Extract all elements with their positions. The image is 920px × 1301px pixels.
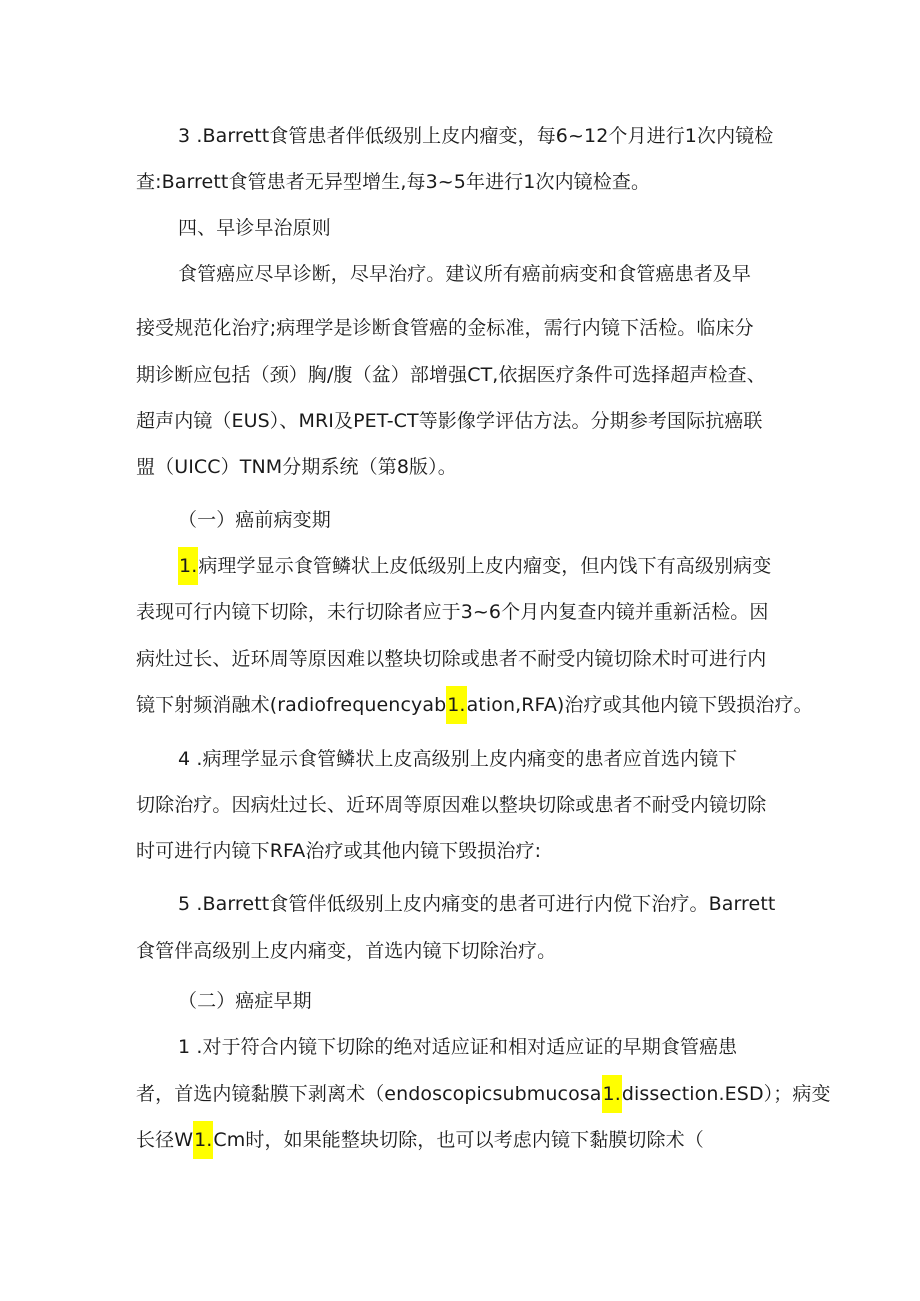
paragraph-early-1-line-2 bbox=[136, 1081, 831, 1107]
paragraph-3-line-1: 3 .Barrett食管患者伴低级别上皮内瘤变，每6~12个月进行1次内镜检 bbox=[178, 125, 774, 147]
paragraph-early-1-line-3 bbox=[136, 1127, 795, 1153]
paragraph-text: 镜下射频消融术(radiofrequencyab bbox=[136, 694, 447, 716]
paragraph-principle-line-1: 食管癌应尽早诊断，尽早治疗。建议所有癌前病变和食管癌患者及早 bbox=[178, 263, 752, 285]
paragraph-precancer-1-line-3: 病灶过长、近环周等原因难以整块切除或患者不耐受内镜切除术时可进行内 bbox=[136, 648, 767, 670]
highlighted-number: 1. bbox=[193, 1121, 213, 1159]
paragraph-principle-line-3: 期诊断应包括（颈）胸/腹（盆）部增强CT,依据医疗条件可选择超声检查、 bbox=[136, 364, 766, 386]
paragraph-text: 病理学显示食管鳞状上皮低级别上皮内瘤变，但内饯下有高级别病变 bbox=[198, 555, 772, 577]
paragraph-early-1-line-1: 1 .对于符合内镜下切除的绝对适应证和相对适应证的早期食管癌患 bbox=[178, 1036, 738, 1058]
paragraph-3-line-2: 查:Barrett食管患者无异型增生,每3~5年进行1次内镜检查。 bbox=[136, 171, 651, 193]
paragraph-precancer-1-line-4 bbox=[136, 692, 813, 718]
paragraph-principle-line-2: 接受规范化治疗;病理学是诊断食管癌的金标准，需行内镜下活检。临床分 bbox=[136, 317, 754, 339]
paragraph-text: ation,RFA)治疗或其他内镜下毁损治疗。 bbox=[466, 694, 813, 716]
subheading-precancer: （一）癌前病变期 bbox=[178, 509, 331, 531]
paragraph-precancer-4-line-3: 时可进行内镜下RFA治疗或其他内镜下毁损治疗: bbox=[136, 840, 542, 862]
subheading-early-cancer: （二）癌症早期 bbox=[178, 990, 312, 1012]
highlighted-number: 1. bbox=[178, 547, 198, 585]
paragraph-precancer-4-line-1: 4 .病理学显示食管鳞状上皮高级别上皮内痛变的患者应首选内镜下 bbox=[178, 748, 738, 770]
paragraph-precancer-5-line-2: 食管伴高级别上皮内痛变，首选内镜下切除治疗。 bbox=[136, 940, 557, 962]
paragraph-text: 者，首选内镜黏膜下剥离术（endoscopicsubmucosa bbox=[136, 1083, 602, 1105]
section-heading-4: 四、早诊早治原则 bbox=[178, 217, 331, 239]
paragraph-text: Cm时，如果能整块切除，也可以考虑内镜下黏膜切除术（ bbox=[213, 1129, 704, 1151]
paragraph-principle-line-5: 盟（UICC）TNM分期系统（第8版）。 bbox=[136, 456, 457, 478]
paragraph-precancer-1-line-1 bbox=[178, 553, 795, 579]
paragraph-principle-line-4: 超声内镜（EUS）、MRI及PET-CT等影像学评估方法。分期参考国际抗癌联 bbox=[136, 410, 763, 432]
highlighted-number: 1. bbox=[602, 1075, 622, 1113]
paragraph-precancer-4-line-2: 切除治疗。因病灶过长、近环周等原因难以整块切除或患者不耐受内镜切除 bbox=[136, 794, 767, 816]
paragraph-precancer-1-line-2: 表现可行内镜下切除，未行切除者应于3~6个月内复查内镜并重新活检。因 bbox=[136, 601, 769, 623]
highlighted-number: 1. bbox=[446, 686, 466, 724]
paragraph-text: 长径W bbox=[136, 1129, 194, 1151]
paragraph-precancer-5-line-1: 5 .Barrett食管伴低级别上皮内痛变的患者可进行内傥下治疗。Barrett bbox=[178, 893, 776, 915]
paragraph-text: dissection.ESD）；病变 bbox=[621, 1083, 831, 1105]
